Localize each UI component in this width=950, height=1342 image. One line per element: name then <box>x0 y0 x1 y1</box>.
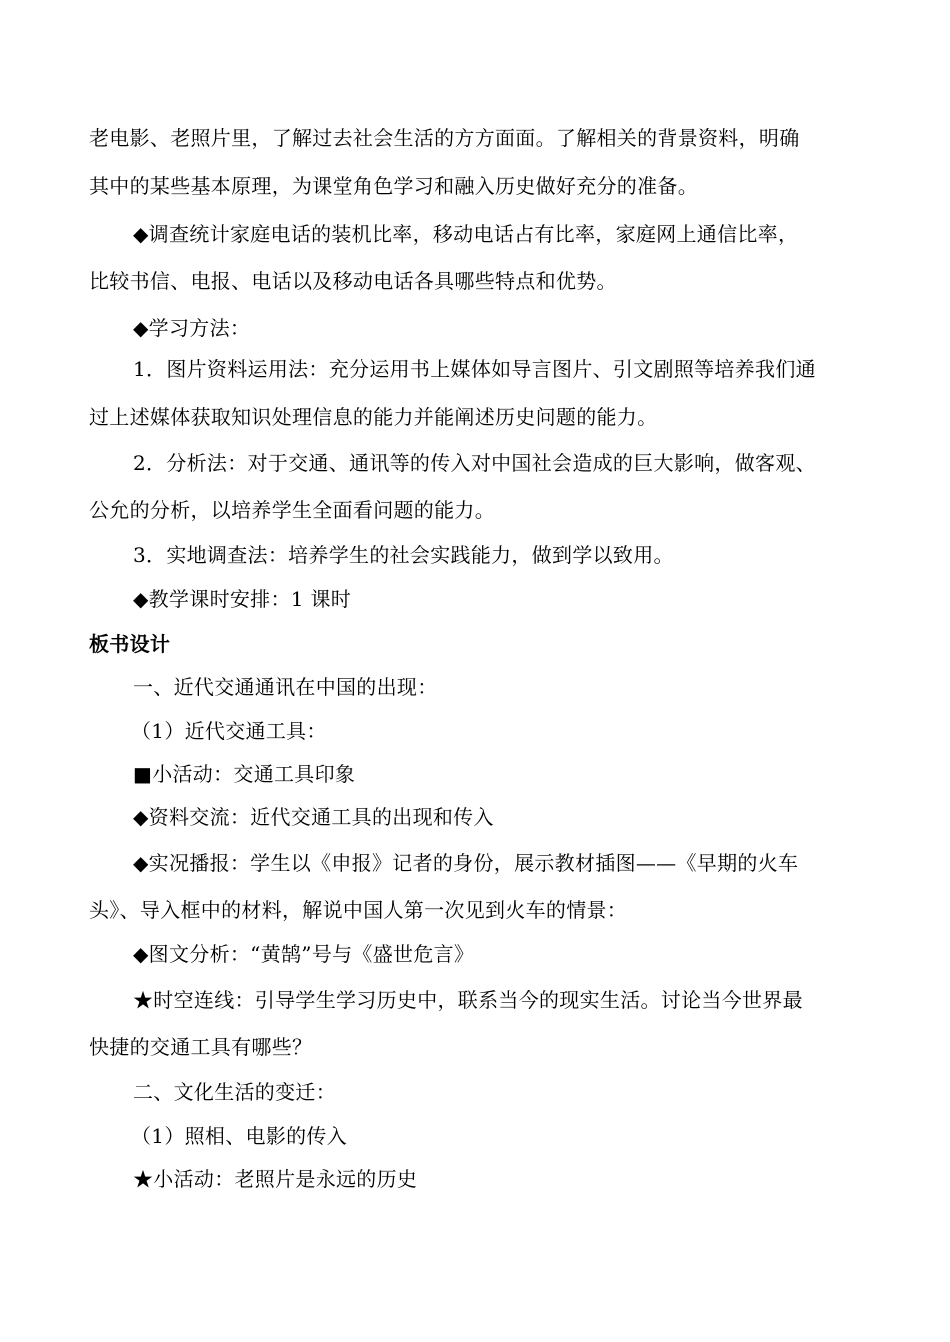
paragraph-line: ◆图文分析：“黄鹄”号与《盛世危言》 <box>133 942 475 966</box>
paragraph-line: ◆调查统计家庭电话的装机比率，移动电话占有比率，家庭网上通信比率， <box>133 222 799 246</box>
paragraph-line: ◆教学课时安排：1 课时 <box>133 587 352 611</box>
paragraph-line: 过上述媒体获取知识处理信息的能力并能阐述历史问题的能力。 <box>89 405 658 429</box>
paragraph-line: 比较书信、电报、电话以及移动电话各具哪些特点和优势。 <box>89 269 617 293</box>
paragraph-line: 2．分析法：对于交通、通讯等的传入对中国社会造成的巨大影响，做客观、 <box>133 451 816 475</box>
paragraph-line: ◆学习方法： <box>133 316 251 340</box>
paragraph-line: （1）近代交通工具： <box>131 719 327 743</box>
paragraph-line: ◆资料交流：近代交通工具的出现和传入 <box>133 805 494 829</box>
paragraph-line: （1）照相、电影的传入 <box>131 1124 348 1148</box>
section-heading: 板书设计 <box>89 632 171 656</box>
paragraph-line: 快捷的交通工具有哪些？ <box>89 1035 313 1059</box>
paragraph-line: 老电影、老照片里，了解过去社会生活的方方面面。了解相关的背景资料，明确 <box>89 126 800 150</box>
paragraph-line: ★小活动：老照片是永远的历史 <box>133 1167 418 1191</box>
paragraph-line: ★时空连线：引导学生学习历史中，联系当今的现实生活。讨论当今世界最 <box>133 988 803 1012</box>
paragraph-line: 二、文化生活的变迁： <box>133 1080 336 1104</box>
paragraph-line: ■小活动：交通工具印象 <box>133 762 356 786</box>
paragraph-line: 3．实地调查法：培养学生的社会实践能力，做到学以致用。 <box>133 543 674 567</box>
paragraph-line: 1．图片资料运用法：充分运用书上媒体如导言图片、引文剧照等培养我们通 <box>133 357 816 381</box>
paragraph-line: 公允的分析，以培养学生全面看问题的能力。 <box>89 498 495 522</box>
paragraph-line: 其中的某些基本原理，为课堂角色学习和融入历史做好充分的准备。 <box>89 174 698 198</box>
paragraph-line: 头》、导入框中的材料，解说中国人第一次见到火车的情景： <box>89 898 628 922</box>
paragraph-line: ◆实况播报：学生以《申报》记者的身份，展示教材插图——《早期的火车 <box>133 851 799 875</box>
paragraph-line: 一、近代交通通讯在中国的出现： <box>133 675 438 699</box>
